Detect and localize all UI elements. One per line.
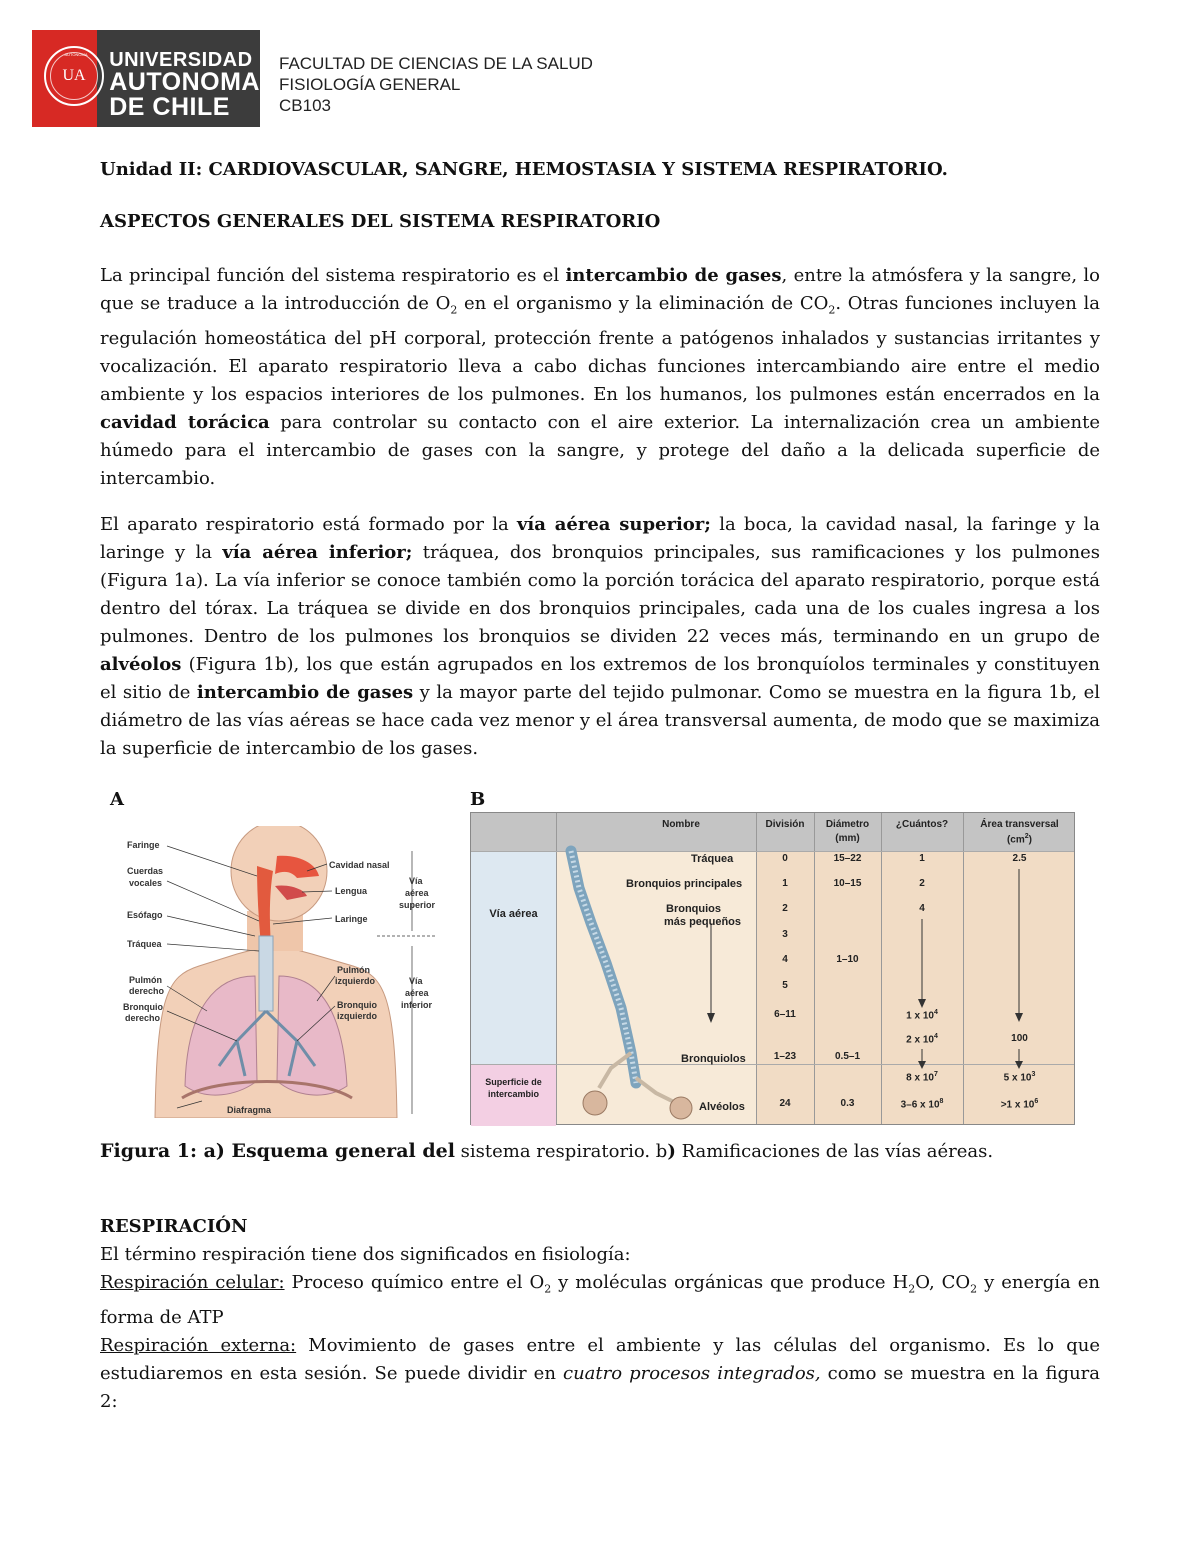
count-6-exp: 8	[939, 1098, 944, 1105]
ext-text-b: como se muestra en la figura 2:	[100, 1362, 1100, 1412]
caption-text-b: Ramificaciones de las vías aéreas.	[675, 1141, 994, 1162]
course-name: FISIOLOGÍA GENERAL	[279, 75, 461, 94]
count-arrow-2-head	[918, 1061, 926, 1069]
label-bronquio-izq-2: izquierdo	[337, 1011, 377, 1021]
p2-bold-c: alvéolos	[100, 654, 182, 675]
airway-branching-table	[470, 812, 1075, 1125]
header-diametro-unit: (mm)	[835, 833, 860, 844]
header-area-unit-exp: 2	[1024, 833, 1029, 840]
division-1-23: 1–23	[773, 1051, 797, 1062]
cel-text-b: y moléculas orgánicas que produce H	[551, 1272, 909, 1293]
p2-bold-b: vía aérea inferior;	[222, 542, 413, 563]
logo-seal	[44, 46, 104, 106]
cel-sub-3: 2	[970, 1282, 978, 1296]
area-arrow-1-head	[1015, 1013, 1023, 1022]
respiracion-body	[100, 1241, 1100, 1416]
figure-a-letter: A	[110, 789, 124, 810]
header-division: División	[765, 819, 805, 830]
count-arrows	[881, 813, 963, 1126]
name-bronquios-principales: Bronquios principales	[626, 878, 743, 890]
label-cavidad-nasal: Cavidad nasal	[329, 860, 390, 870]
alveoli-cluster-left	[583, 1091, 607, 1115]
p1-sub-1: 2	[450, 303, 458, 317]
logo-seal-initials: UA	[50, 52, 98, 100]
name-bronquiolos: Bronquiolos	[681, 1053, 746, 1065]
logo-line-1: UNIVERSIDAD	[109, 49, 253, 71]
p1-bold-b: cavidad torácica	[100, 411, 270, 433]
name-bronquios-pequenos-1: Bronquios	[666, 903, 721, 915]
label-lengua: Lengua	[335, 886, 368, 896]
area-arrows	[963, 813, 1076, 1126]
respiracion-externa-label: Respiración externa:	[100, 1334, 297, 1356]
section-title: ASPECTOS GENERALES DEL SISTEMA RESPIRATORIO	[100, 211, 661, 232]
p2-text-b: la boca, la cavidad nasal, la faringe y la laringe y la	[100, 514, 1100, 563]
count-4-base: 2 x 10	[906, 1034, 934, 1046]
p1-sub-2: 2	[828, 303, 836, 317]
diameter-traquea: 15–22	[833, 853, 862, 864]
respiracion-intro: El término respiración tiene dos significados en fisiología:	[100, 1244, 631, 1265]
header-area-unit-b: )	[1028, 834, 1033, 846]
faculty-name: FACULTAD DE CIENCIAS DE LA SALUD	[279, 54, 593, 73]
header-nombre: Nombre	[662, 819, 700, 830]
logo-emblem	[32, 30, 97, 127]
side-label-airway: Vía aérea	[489, 908, 538, 920]
university-logo	[32, 30, 260, 127]
p2-text-c: tráquea, dos bronquios principales, sus ramificaciones y los pulmones (Figura 1a). La vía inferior se conoce también como la porción torácica del aparato respiratorio, porque está dentro del tórax. La tráquea se divide en dos bronquios principales, cada una de los cuales ingresa a los pulmones. Dentro de los pulmones los bronquios se dividen 22 veces más, terminando en un grupo de	[100, 542, 1100, 647]
p1-text-a: La principal función del sistema respiratorio es el	[100, 265, 566, 286]
label-via-sup-1: Vía	[409, 876, 423, 886]
figure-1-caption	[100, 1137, 993, 1166]
header-area: Área transversal	[980, 819, 1059, 830]
respiracion-title: RESPIRACIÓN	[100, 1216, 248, 1237]
diameter-bronquiolos: 0.5–1	[834, 1051, 861, 1062]
course-code: CB103	[279, 96, 331, 115]
header-area-unit-a: (cm	[1006, 834, 1025, 846]
label-pulmon-izq-1: Pulmón	[337, 965, 370, 975]
area-2-base: 5 x 10	[1003, 1072, 1032, 1084]
label-laringe: Laringe	[335, 914, 368, 924]
cel-sub-1: 2	[544, 1282, 552, 1296]
p1-text-e: para controlar su contacto con el aire exterior. La internalización crea un ambiente húmedo para el intercambio de gases con la sangre, y protege del daño a la delicada superficie de intercambio.	[100, 411, 1100, 489]
label-faringe: Faringe	[127, 840, 160, 850]
label-via-sup-2: aérea	[405, 888, 429, 898]
count-2: 4	[919, 903, 925, 914]
name-traquea: Tráquea	[691, 853, 734, 865]
logo-seal-text: AUTONOMA	[64, 52, 88, 57]
logo-wordmark	[97, 30, 260, 127]
p2-text-a: El aparato respiratorio está formado por la	[100, 514, 517, 535]
cel-text-a: Proceso químico entre el O	[284, 1272, 545, 1293]
area-3-base: >1 x 10	[1000, 1099, 1035, 1111]
division-24: 24	[779, 1098, 791, 1109]
respiracion-celular-label: Respiración celular:	[100, 1272, 285, 1293]
count-5-exp: 7	[933, 1071, 938, 1078]
count-0: 1	[919, 853, 925, 864]
p2-text-e: y la mayor parte del tejido pulmonar. Como se muestra en la figura 1b, el diámetro de las vías aéreas se hace cada vez menor y el área transversal aumenta, de modo que se maximiza la superficie de intercambio de los gases.	[100, 682, 1101, 759]
figure-b-letter: B	[470, 789, 486, 810]
label-bronquio-izq-1: Bronquio	[337, 1000, 377, 1010]
respiratory-system-illustration	[107, 826, 437, 1118]
label-cuerdas-2: vocales	[129, 878, 163, 888]
caption-text-a: sistema respiratorio. b	[454, 1141, 668, 1162]
label-cuerdas-1: Cuerdas	[127, 866, 164, 876]
area-2-exp: 3	[1031, 1071, 1036, 1078]
paragraph-respiratory-anatomy	[100, 511, 1100, 763]
division-6-11: 6–11	[774, 1009, 796, 1020]
p1-bold-a: intercambio de gases	[565, 265, 782, 286]
ext-text-a: Movimiento de gases entre el ambiente y las células del organismo. Es lo que estudiaremos en esta sesión. Se puede dividir en	[100, 1334, 1100, 1384]
respiracion-externa	[100, 1332, 1100, 1416]
label-bronquio-der-2: derecho	[125, 1013, 161, 1023]
count-arrow-1-head	[918, 999, 926, 1008]
label-via-inf-3: inferior	[401, 1000, 433, 1010]
name-bronquios-pequenos-2: más pequeños	[664, 916, 742, 928]
respiracion-celular	[100, 1269, 1100, 1332]
count-3-exp: 4	[933, 1009, 938, 1016]
count-6-base: 3–6 x 10	[900, 1099, 940, 1111]
label-pulmon-izq-2: izquierdo	[335, 976, 375, 986]
cel-sub-2: 2	[908, 1282, 916, 1296]
area-arrow-2-head	[1015, 1061, 1023, 1069]
area-bronquiolos-start: 100	[1011, 1033, 1028, 1044]
label-esofago: Esófago	[127, 910, 163, 920]
label-bronquio-der-1: Bronquio	[123, 1002, 163, 1012]
label-via-inf-2: aérea	[405, 988, 429, 998]
division-5: 5	[782, 980, 788, 991]
division-3: 3	[782, 929, 788, 940]
area-3-exp: 6	[1034, 1098, 1039, 1105]
area-traquea: 2.5	[1012, 853, 1027, 864]
paragraph-respiratory-function	[100, 262, 1100, 493]
header-diametro: Diámetro	[825, 819, 870, 830]
p2-text-d: (Figura 1b), los que están agrupados en los extremos de los bronquíolos terminales y constituyen el sitio de	[100, 654, 1100, 703]
count-3-base: 1 x 10	[906, 1010, 934, 1022]
count-1: 2	[919, 878, 925, 889]
diameter-pequenos: 1–10	[836, 954, 859, 965]
logo-line-3: DE CHILE	[109, 93, 230, 121]
p1-text-c: en el organismo y la eliminación de CO	[457, 293, 829, 314]
division-2: 2	[782, 903, 788, 914]
label-pulmon-der-2: derecho	[129, 986, 165, 996]
label-via-sup-3: superior	[399, 900, 436, 910]
division-4: 4	[782, 954, 788, 965]
p2-bold-d: intercambio de gases	[196, 682, 414, 703]
side-label-exchange-2: intercambio	[487, 1089, 539, 1099]
alveoli-cluster-right	[670, 1097, 692, 1119]
side-label-exchange-1: Superficie de	[485, 1077, 542, 1087]
label-diafragma: Diafragma	[227, 1105, 272, 1115]
ext-italic: cuatro procesos integrados,	[563, 1362, 821, 1384]
label-traquea: Tráquea	[127, 939, 162, 949]
label-pulmon-der-1: Pulmón	[129, 975, 162, 985]
caption-bold-b: )	[667, 1141, 676, 1162]
division-1: 1	[782, 878, 788, 889]
logo-line-2: AUTONOMA	[109, 68, 260, 96]
cel-text-d: y energía en forma de ATP	[100, 1272, 1100, 1328]
diameter-bronquios: 10–15	[833, 878, 862, 889]
count-4-exp: 4	[933, 1033, 938, 1040]
unit-title: Unidad II: CARDIOVASCULAR, SANGRE, HEMOSTASIA Y SISTEMA RESPIRATORIO.	[100, 159, 948, 180]
p2-bold-a: vía aérea superior;	[516, 514, 711, 535]
p1-text-d: . Otras funciones incluyen la regulación homeostática del pH corporal, protección frente a patógenos inhalados y sustancias irritantes y vocalización. El aparato respiratorio lleva a cabo dichas funciones intercambiando aire entre el medio ambiente y los espacios interiores de los pulmones. En los humanos, los pulmones están encerrados en la	[100, 293, 1100, 405]
arrow-bronchi-head	[707, 1013, 715, 1023]
header-text	[279, 53, 593, 116]
name-alveolos: Alvéolos	[699, 1101, 745, 1113]
division-0: 0	[782, 853, 788, 864]
caption-bold-a: Figura 1: a) Esquema general del	[100, 1140, 455, 1162]
diameter-alveolos: 0.3	[840, 1098, 855, 1109]
count-5-base: 8 x 10	[906, 1072, 934, 1084]
header-cuantos: ¿Cuántos?	[895, 819, 949, 830]
cel-text-c: O, CO	[915, 1272, 971, 1293]
label-via-inf-1: Vía	[409, 976, 423, 986]
p1-text-b: , entre la atmósfera y la sangre, lo que se traduce a la introducción de O	[100, 265, 1100, 314]
trachea-shape	[259, 936, 273, 1011]
